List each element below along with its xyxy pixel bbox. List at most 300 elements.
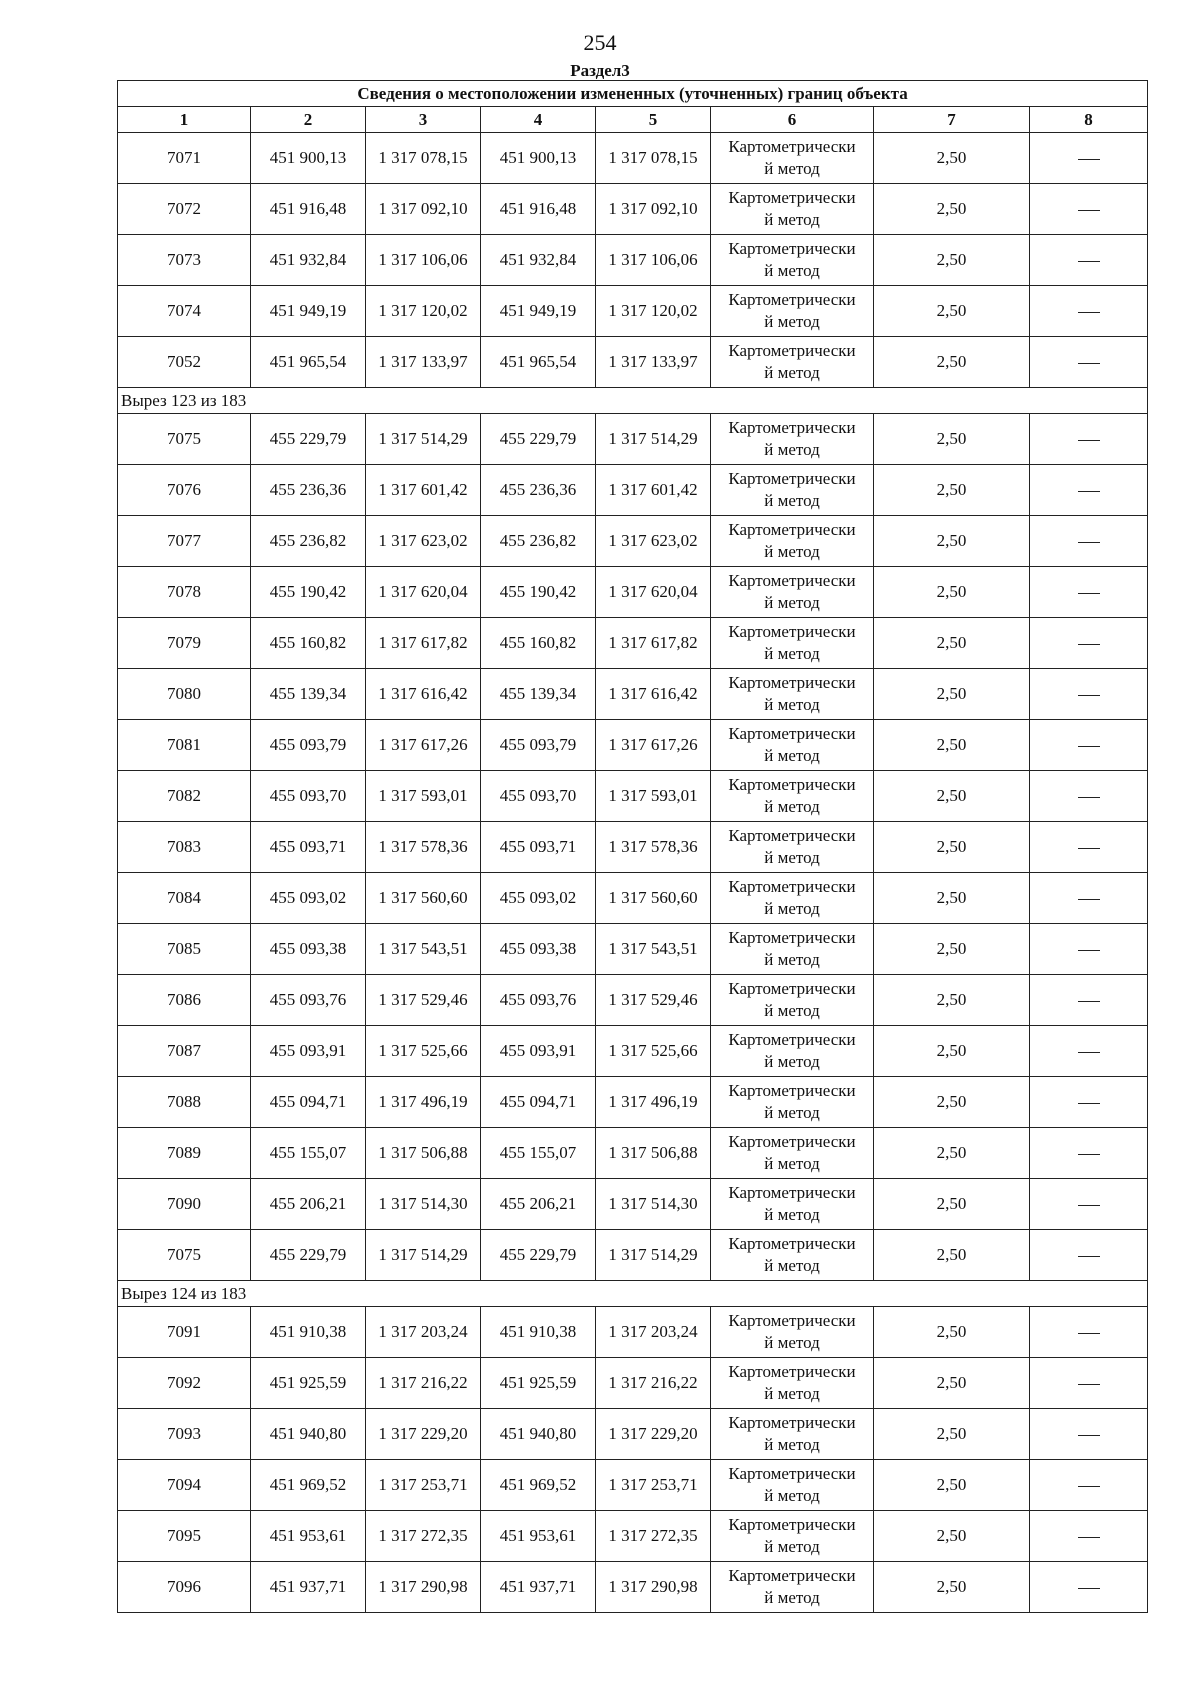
cell-y-old: 1 317 617,82 — [366, 618, 481, 669]
cell-point: 7074 — [118, 286, 251, 337]
table-row — [118, 720, 1148, 771]
cell-y-new: 1 317 092,10 — [596, 184, 711, 235]
cell-y-new: 1 317 578,36 — [596, 822, 711, 873]
cell-x-new: 451 969,52 — [481, 1460, 596, 1511]
cell-empty-dash — [1030, 1230, 1148, 1281]
cell-point: 7078 — [118, 567, 251, 618]
cell-x-new: 451 940,80 — [481, 1409, 596, 1460]
cell-x-new: 451 932,84 — [481, 235, 596, 286]
method-line-1: Картометрически — [728, 1234, 856, 1253]
method-line-1: Картометрически — [728, 928, 856, 947]
coordinates-table — [117, 80, 1148, 1613]
method-line-2: й метод — [764, 644, 820, 663]
cell-x-new: 451 949,19 — [481, 286, 596, 337]
dash-mark — [1078, 1052, 1100, 1053]
table-row — [118, 1511, 1148, 1562]
cell-accuracy: 2,50 — [874, 1077, 1030, 1128]
method-line-1: Картометрически — [728, 622, 856, 641]
method-line-1: Картометрически — [728, 418, 856, 437]
cell-y-old: 1 317 506,88 — [366, 1128, 481, 1179]
cell-x-new: 455 190,42 — [481, 567, 596, 618]
cell-y-new: 1 317 543,51 — [596, 924, 711, 975]
cell-x-new: 455 206,21 — [481, 1179, 596, 1230]
cell-method — [711, 873, 874, 924]
cell-point: 7092 — [118, 1358, 251, 1409]
cell-x-old: 451 969,52 — [251, 1460, 366, 1511]
cutout-label: Вырез 124 из 183 — [118, 1281, 1148, 1307]
cell-method — [711, 516, 874, 567]
cell-y-old: 1 317 272,35 — [366, 1511, 481, 1562]
table-row — [118, 184, 1148, 235]
cell-y-old: 1 317 216,22 — [366, 1358, 481, 1409]
cell-x-old: 451 953,61 — [251, 1511, 366, 1562]
cell-point: 7090 — [118, 1179, 251, 1230]
method-line-1: Картометрически — [728, 877, 856, 896]
cell-x-old: 451 949,19 — [251, 286, 366, 337]
table-row — [118, 1409, 1148, 1460]
cell-y-old: 1 317 514,30 — [366, 1179, 481, 1230]
cell-method — [711, 669, 874, 720]
cell-accuracy: 2,50 — [874, 235, 1030, 286]
method-line-2: й метод — [764, 899, 820, 918]
cell-point: 7075 — [118, 1230, 251, 1281]
cell-x-new: 451 953,61 — [481, 1511, 596, 1562]
cell-method — [711, 235, 874, 286]
cell-y-new: 1 317 253,71 — [596, 1460, 711, 1511]
method-line-2: й метод — [764, 542, 820, 561]
table-row — [118, 133, 1148, 184]
cell-accuracy: 2,50 — [874, 184, 1030, 235]
cell-x-new: 455 093,76 — [481, 975, 596, 1026]
section-title: Раздел3 — [570, 61, 630, 80]
cell-empty-dash — [1030, 465, 1148, 516]
cell-x-old: 455 093,91 — [251, 1026, 366, 1077]
method-line-2: й метод — [764, 1205, 820, 1224]
dash-mark — [1078, 1384, 1100, 1385]
cell-accuracy: 2,50 — [874, 1562, 1030, 1613]
cell-accuracy: 2,50 — [874, 924, 1030, 975]
cell-x-new: 455 236,82 — [481, 516, 596, 567]
method-line-1: Картометрически — [728, 571, 856, 590]
cell-empty-dash — [1030, 1307, 1148, 1358]
cell-y-new: 1 317 617,26 — [596, 720, 711, 771]
cell-y-new: 1 317 514,29 — [596, 1230, 711, 1281]
cell-empty-dash — [1030, 771, 1148, 822]
cell-x-old: 455 093,38 — [251, 924, 366, 975]
cell-accuracy: 2,50 — [874, 618, 1030, 669]
dash-mark — [1078, 1001, 1100, 1002]
cell-x-old: 455 139,34 — [251, 669, 366, 720]
cell-accuracy: 2,50 — [874, 414, 1030, 465]
cell-y-new: 1 317 120,02 — [596, 286, 711, 337]
cell-empty-dash — [1030, 1409, 1148, 1460]
cell-x-old: 455 206,21 — [251, 1179, 366, 1230]
table-row — [118, 337, 1148, 388]
cell-point: 7082 — [118, 771, 251, 822]
cell-x-old: 455 236,82 — [251, 516, 366, 567]
table-row — [118, 873, 1148, 924]
table-row — [118, 618, 1148, 669]
cell-point: 7087 — [118, 1026, 251, 1077]
method-line-2: й метод — [764, 950, 820, 969]
cell-y-old: 1 317 601,42 — [366, 465, 481, 516]
method-line-1: Картометрически — [728, 1132, 856, 1151]
cell-x-new: 451 925,59 — [481, 1358, 596, 1409]
page-number: 254 — [583, 30, 617, 55]
dash-mark — [1078, 1256, 1100, 1257]
cell-y-old: 1 317 078,15 — [366, 133, 481, 184]
cell-y-new: 1 317 506,88 — [596, 1128, 711, 1179]
cell-y-new: 1 317 560,60 — [596, 873, 711, 924]
cell-empty-dash — [1030, 873, 1148, 924]
cell-method — [711, 1562, 874, 1613]
cell-method — [711, 1077, 874, 1128]
cell-method — [711, 822, 874, 873]
method-line-1: Картометрически — [728, 1030, 856, 1049]
cell-method — [711, 1307, 874, 1358]
cell-x-new: 455 160,82 — [481, 618, 596, 669]
cell-x-old: 451 925,59 — [251, 1358, 366, 1409]
cell-x-old: 455 093,76 — [251, 975, 366, 1026]
column-number: 2 — [251, 107, 366, 133]
cell-x-new: 455 139,34 — [481, 669, 596, 720]
cell-y-old: 1 317 543,51 — [366, 924, 481, 975]
cell-y-new: 1 317 496,19 — [596, 1077, 711, 1128]
cell-x-new: 455 229,79 — [481, 414, 596, 465]
table-row — [118, 414, 1148, 465]
cell-accuracy: 2,50 — [874, 1230, 1030, 1281]
dash-mark — [1078, 644, 1100, 645]
method-line-1: Картометрически — [728, 826, 856, 845]
method-line-1: Картометрически — [728, 1311, 856, 1330]
cell-point: 7081 — [118, 720, 251, 771]
table-row — [118, 669, 1148, 720]
cell-point: 7089 — [118, 1128, 251, 1179]
cell-x-old: 455 094,71 — [251, 1077, 366, 1128]
cell-point: 7077 — [118, 516, 251, 567]
dash-mark — [1078, 1486, 1100, 1487]
method-line-2: й метод — [764, 210, 820, 229]
cell-x-new: 455 093,38 — [481, 924, 596, 975]
cell-accuracy: 2,50 — [874, 516, 1030, 567]
table-row — [118, 235, 1148, 286]
table-row — [118, 771, 1148, 822]
cell-y-old: 1 317 514,29 — [366, 414, 481, 465]
method-line-1: Картометрически — [728, 1081, 856, 1100]
cell-y-old: 1 317 120,02 — [366, 286, 481, 337]
cutout-label: Вырез 123 из 183 — [118, 388, 1148, 414]
method-line-1: Картометрически — [728, 1362, 856, 1381]
cell-x-new: 451 916,48 — [481, 184, 596, 235]
method-line-1: Картометрически — [728, 1183, 856, 1202]
cell-point: 7086 — [118, 975, 251, 1026]
dash-mark — [1078, 797, 1100, 798]
table-caption: Сведения о местоположении измененных (уточненных) границ объекта — [118, 81, 1148, 107]
method-line-1: Картометрически — [728, 341, 856, 360]
method-line-2: й метод — [764, 363, 820, 382]
cell-y-new: 1 317 229,20 — [596, 1409, 711, 1460]
cell-empty-dash — [1030, 822, 1148, 873]
method-line-2: й метод — [764, 1435, 820, 1454]
cell-method — [711, 286, 874, 337]
cell-y-old: 1 317 578,36 — [366, 822, 481, 873]
cell-x-old: 451 900,13 — [251, 133, 366, 184]
cell-method — [711, 1128, 874, 1179]
dash-mark — [1078, 491, 1100, 492]
cell-empty-dash — [1030, 414, 1148, 465]
method-line-2: й метод — [764, 1103, 820, 1122]
method-line-2: й метод — [764, 1256, 820, 1275]
cell-y-new: 1 317 616,42 — [596, 669, 711, 720]
cell-empty-dash — [1030, 286, 1148, 337]
table-row — [118, 465, 1148, 516]
cell-method — [711, 1230, 874, 1281]
cell-empty-dash — [1030, 1179, 1148, 1230]
cell-y-old: 1 317 496,19 — [366, 1077, 481, 1128]
cell-point: 7080 — [118, 669, 251, 720]
dash-mark — [1078, 746, 1100, 747]
cell-accuracy: 2,50 — [874, 873, 1030, 924]
table-row — [118, 1026, 1148, 1077]
column-number: 7 — [874, 107, 1030, 133]
dash-mark — [1078, 950, 1100, 951]
cell-y-new: 1 317 514,29 — [596, 414, 711, 465]
cell-empty-dash — [1030, 1562, 1148, 1613]
cell-x-old: 455 155,07 — [251, 1128, 366, 1179]
cell-point: 7079 — [118, 618, 251, 669]
cell-x-new: 455 093,79 — [481, 720, 596, 771]
dash-mark — [1078, 899, 1100, 900]
cell-method — [711, 1358, 874, 1409]
cell-y-old: 1 317 133,97 — [366, 337, 481, 388]
method-line-1: Картометрически — [728, 979, 856, 998]
cell-method — [711, 133, 874, 184]
cell-y-new: 1 317 078,15 — [596, 133, 711, 184]
cell-point: 7093 — [118, 1409, 251, 1460]
cell-x-old: 451 932,84 — [251, 235, 366, 286]
cell-method — [711, 975, 874, 1026]
cell-x-old: 455 093,79 — [251, 720, 366, 771]
cell-y-old: 1 317 560,60 — [366, 873, 481, 924]
cell-accuracy: 2,50 — [874, 975, 1030, 1026]
cell-y-old: 1 317 617,26 — [366, 720, 481, 771]
cell-y-new: 1 317 525,66 — [596, 1026, 711, 1077]
cell-empty-dash — [1030, 184, 1148, 235]
cell-method — [711, 414, 874, 465]
cell-empty-dash — [1030, 975, 1148, 1026]
cell-accuracy: 2,50 — [874, 567, 1030, 618]
cell-accuracy: 2,50 — [874, 1128, 1030, 1179]
cell-accuracy: 2,50 — [874, 1307, 1030, 1358]
cell-x-new: 455 093,91 — [481, 1026, 596, 1077]
cell-point: 7072 — [118, 184, 251, 235]
cell-accuracy: 2,50 — [874, 669, 1030, 720]
method-line-1: Картометрически — [728, 290, 856, 309]
cell-empty-dash — [1030, 516, 1148, 567]
dash-mark — [1078, 1103, 1100, 1104]
cell-x-old: 455 229,79 — [251, 414, 366, 465]
dash-mark — [1078, 1205, 1100, 1206]
method-line-2: й метод — [764, 1052, 820, 1071]
column-number: 3 — [366, 107, 481, 133]
method-line-2: й метод — [764, 1537, 820, 1556]
cell-x-old: 451 965,54 — [251, 337, 366, 388]
cell-y-old: 1 317 229,20 — [366, 1409, 481, 1460]
cell-y-old: 1 317 620,04 — [366, 567, 481, 618]
cell-point: 7071 — [118, 133, 251, 184]
cell-x-new: 455 093,02 — [481, 873, 596, 924]
cell-method — [711, 924, 874, 975]
dash-mark — [1078, 593, 1100, 594]
cell-method — [711, 618, 874, 669]
method-line-2: й метод — [764, 848, 820, 867]
cell-point: 7073 — [118, 235, 251, 286]
method-line-2: й метод — [764, 1154, 820, 1173]
cell-x-old: 455 093,02 — [251, 873, 366, 924]
method-line-1: Картометрически — [728, 724, 856, 743]
cell-empty-dash — [1030, 924, 1148, 975]
cell-x-old: 455 236,36 — [251, 465, 366, 516]
cell-point: 7052 — [118, 337, 251, 388]
cell-point: 7095 — [118, 1511, 251, 1562]
column-number: 6 — [711, 107, 874, 133]
method-line-1: Картометрически — [728, 469, 856, 488]
cell-method — [711, 567, 874, 618]
table-row — [118, 1077, 1148, 1128]
cell-method — [711, 337, 874, 388]
cell-y-old: 1 317 525,66 — [366, 1026, 481, 1077]
method-line-1: Картометрически — [728, 1515, 856, 1534]
cell-x-old: 455 229,79 — [251, 1230, 366, 1281]
column-number-row — [118, 107, 1148, 133]
cell-x-old: 455 093,70 — [251, 771, 366, 822]
method-line-2: й метод — [764, 1384, 820, 1403]
table-row — [118, 1358, 1148, 1409]
method-line-2: й метод — [764, 491, 820, 510]
cell-accuracy: 2,50 — [874, 465, 1030, 516]
cell-empty-dash — [1030, 567, 1148, 618]
cell-x-old: 451 916,48 — [251, 184, 366, 235]
cell-y-new: 1 317 203,24 — [596, 1307, 711, 1358]
cell-y-new: 1 317 617,82 — [596, 618, 711, 669]
cell-empty-dash — [1030, 337, 1148, 388]
cell-accuracy: 2,50 — [874, 337, 1030, 388]
cell-accuracy: 2,50 — [874, 822, 1030, 873]
cell-point: 7076 — [118, 465, 251, 516]
cell-y-old: 1 317 616,42 — [366, 669, 481, 720]
method-line-2: й метод — [764, 695, 820, 714]
dash-mark — [1078, 440, 1100, 441]
cell-accuracy: 2,50 — [874, 133, 1030, 184]
dash-mark — [1078, 1588, 1100, 1589]
method-line-1: Картометрически — [728, 1464, 856, 1483]
cell-accuracy: 2,50 — [874, 1358, 1030, 1409]
cell-y-new: 1 317 133,97 — [596, 337, 711, 388]
cell-point: 7084 — [118, 873, 251, 924]
cell-empty-dash — [1030, 669, 1148, 720]
cell-y-old: 1 317 623,02 — [366, 516, 481, 567]
dash-mark — [1078, 695, 1100, 696]
cell-accuracy: 2,50 — [874, 1460, 1030, 1511]
method-line-1: Картометрически — [728, 239, 856, 258]
table-row — [118, 924, 1148, 975]
method-line-2: й метод — [764, 797, 820, 816]
cell-accuracy: 2,50 — [874, 1179, 1030, 1230]
cutout-section-row — [118, 1281, 1148, 1307]
table-row — [118, 1460, 1148, 1511]
table-row — [118, 1128, 1148, 1179]
cell-x-old: 455 093,71 — [251, 822, 366, 873]
cell-x-old: 455 160,82 — [251, 618, 366, 669]
method-line-2: й метод — [764, 312, 820, 331]
cell-x-new: 455 094,71 — [481, 1077, 596, 1128]
column-number: 4 — [481, 107, 596, 133]
column-number: 1 — [118, 107, 251, 133]
cell-accuracy: 2,50 — [874, 720, 1030, 771]
cell-method — [711, 1409, 874, 1460]
table-row — [118, 1179, 1148, 1230]
cell-x-new: 455 236,36 — [481, 465, 596, 516]
cell-point: 7096 — [118, 1562, 251, 1613]
table-row — [118, 822, 1148, 873]
cell-empty-dash — [1030, 133, 1148, 184]
cell-method — [711, 1179, 874, 1230]
cell-method — [711, 1460, 874, 1511]
cell-y-old: 1 317 529,46 — [366, 975, 481, 1026]
cell-accuracy: 2,50 — [874, 1511, 1030, 1562]
cell-empty-dash — [1030, 618, 1148, 669]
table-row — [118, 1230, 1148, 1281]
cell-y-new: 1 317 216,22 — [596, 1358, 711, 1409]
cell-y-old: 1 317 593,01 — [366, 771, 481, 822]
dash-mark — [1078, 1537, 1100, 1538]
cell-y-old: 1 317 514,29 — [366, 1230, 481, 1281]
cell-y-old: 1 317 253,71 — [366, 1460, 481, 1511]
cell-method — [711, 771, 874, 822]
cell-y-new: 1 317 272,35 — [596, 1511, 711, 1562]
method-line-1: Картометрически — [728, 775, 856, 794]
cell-method — [711, 1026, 874, 1077]
cell-x-new: 451 937,71 — [481, 1562, 596, 1613]
cell-y-old: 1 317 203,24 — [366, 1307, 481, 1358]
dash-mark — [1078, 848, 1100, 849]
cell-empty-dash — [1030, 1460, 1148, 1511]
dash-mark — [1078, 1154, 1100, 1155]
method-line-2: й метод — [764, 440, 820, 459]
method-line-2: й метод — [764, 261, 820, 280]
cell-x-new: 451 900,13 — [481, 133, 596, 184]
cell-x-new: 455 155,07 — [481, 1128, 596, 1179]
table-row — [118, 975, 1148, 1026]
cell-empty-dash — [1030, 235, 1148, 286]
cell-empty-dash — [1030, 1077, 1148, 1128]
method-line-2: й метод — [764, 1486, 820, 1505]
method-line-1: Картометрически — [728, 137, 856, 156]
cell-x-old: 451 940,80 — [251, 1409, 366, 1460]
cell-empty-dash — [1030, 1128, 1148, 1179]
cell-x-new: 455 093,70 — [481, 771, 596, 822]
cell-empty-dash — [1030, 1358, 1148, 1409]
cell-y-new: 1 317 620,04 — [596, 567, 711, 618]
cell-y-old: 1 317 106,06 — [366, 235, 481, 286]
cell-point: 7091 — [118, 1307, 251, 1358]
table-row — [118, 1307, 1148, 1358]
cell-x-new: 451 910,38 — [481, 1307, 596, 1358]
cell-x-old: 455 190,42 — [251, 567, 366, 618]
method-line-1: Картометрически — [728, 188, 856, 207]
cell-x-old: 451 937,71 — [251, 1562, 366, 1613]
method-line-1: Картометрически — [728, 520, 856, 539]
